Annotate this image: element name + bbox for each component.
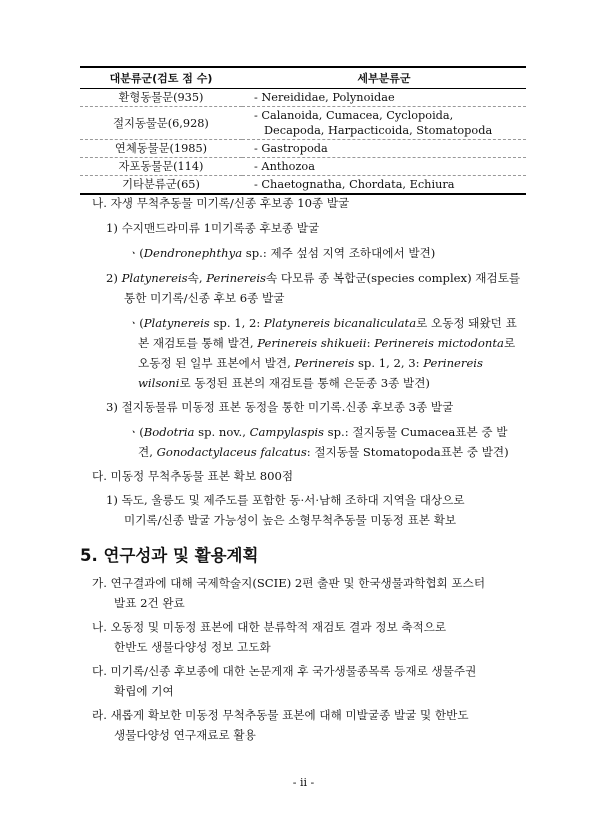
bullet-item-3-line: 견, Gonodactylaceus falcatus: 절지동물 Stomatopoda표본 중 발견): [138, 445, 509, 459]
table-row: [80, 89, 526, 107]
species-name: Dendronephthya: [143, 246, 243, 260]
section-title: 5. 연구성과 및 활용계획: [80, 546, 259, 565]
table-header-group: 대분류군(검토 점 수): [80, 67, 242, 89]
table-cell-group: 기타분류군(65): [80, 176, 242, 195]
list-item-2-continued: 통한 미기록/신종 후보 6종 발굴: [124, 291, 285, 305]
table-cell-subgroup: [242, 107, 526, 140]
subgroup-line: - Anthozoa: [254, 160, 315, 173]
subgroup-line: Decapoda, Harpacticoida, Stomatopoda: [264, 124, 493, 137]
outcome-item-ga-continued: 발표 2건 완료: [114, 596, 185, 610]
table-cell-group: 자포동물문(114): [80, 158, 242, 176]
table-cell-group: 절지동물문(6,928): [80, 107, 242, 140]
outcome-item-ra: 라. 새롭게 확보한 미동정 무척추동물 표본에 대해 미발굴종 발굴 및 한반도: [92, 708, 469, 722]
table-cell-subgroup: [242, 176, 526, 195]
outcome-item-da-continued: 확립에 기여: [114, 684, 174, 698]
list-item-2: 2) Platynereis속, Perinereis속 다모류 종 복합군(species complex) 재검토를: [106, 271, 521, 285]
subgroup-line: - Nereididae, Polynoidae: [254, 91, 395, 104]
subsection-heading-da: 다. 미동정 무척추동물 표본 확보 800점: [92, 469, 294, 483]
table-cell-subgroup: [242, 140, 526, 158]
table-cell-group: 연체동물문(1985): [80, 140, 242, 158]
subgroup-line: - Calanoida, Cumacea, Cyclopoida,: [254, 109, 454, 122]
table-cell-subgroup: [242, 89, 526, 107]
outcome-item-ga: 가. 연구결과에 대해 국제학술지(SCIE) 2편 출판 및 한국생물과학협회 포스터: [92, 576, 486, 590]
outcome-item-na-continued: 한반도 생물다양성 정보 고도화: [114, 640, 271, 654]
table-row: [80, 107, 526, 140]
bullet-item-2-line: wilsoni로 동정된 표본의 재검토를 통해 은둔종 3종 발견): [138, 376, 430, 390]
genus-name: Platynereis: [121, 271, 188, 285]
bullet-item-3: ㆍ(Bodotria sp. nov., Campylaspis sp.: 절지동물 Cumacea표본 중 발: [128, 425, 508, 439]
table-row: [80, 176, 526, 195]
da-list-item-1-continued: 미기록/신종 발굴 가능성이 높은 소형무척추동물 미동정 표본 확보: [124, 513, 457, 527]
taxon-table: [80, 66, 526, 195]
da-list-item-1: 1) 독도, 울릉도 및 제주도를 포함한 동·서·남해 조하대 지역을 대상으로: [106, 493, 465, 507]
table-header-row: [80, 67, 526, 89]
table-cell-subgroup: [242, 158, 526, 176]
subsection-heading-na: 나. 자생 무척추동물 미기록/신종 후보종 10종 발굴: [92, 196, 350, 210]
table-row: [80, 140, 526, 158]
bullet-item-2-line: 본 재검토를 통해 발견, Perinereis shikueii: Perinereis mictodonta로: [138, 336, 516, 350]
outcome-item-da: 다. 미기록/신종 후보종에 대한 논문게재 후 국가생물종목록 등재로 생물주권: [92, 664, 477, 678]
subgroup-line: - Gastropoda: [254, 142, 328, 155]
list-item-1: 1) 수지맨드라미류 1미기록종 후보종 발굴: [106, 221, 320, 235]
table-cell-group: 환형동물문(935): [80, 89, 242, 107]
page-number: - ii -: [292, 776, 315, 789]
subgroup-line: - Chaetognatha, Chordata, Echiura: [254, 178, 455, 191]
list-item-3: 3) 절지동물류 미동정 표본 동정을 통한 미기록.신종 후보종 3종 발굴: [106, 400, 454, 414]
table-row: [80, 158, 526, 176]
genus-name: Perinereis: [206, 271, 266, 285]
bullet-item-2-line: 오동정 된 일부 표본에서 발견, Perinereis sp. 1, 2, 3: Perinereis: [138, 356, 483, 370]
bullet-item-1: ㆍ(Dendronephthya sp.: 제주 섶섬 지역 조하대에서 발견): [128, 246, 436, 260]
bullet-item-2: ㆍ(Platynereis sp. 1, 2: Platynereis bicanaliculata로 오동정 돼왔던 표: [128, 316, 517, 330]
outcome-item-ra-continued: 생물다양성 연구재료로 활용: [114, 728, 256, 742]
outcome-item-na: 나. 오동정 및 미동정 표본에 대한 분류학적 재검토 결과 정보 축적으로: [92, 620, 447, 634]
table-header-subgroup: 세부분류군: [242, 67, 526, 89]
